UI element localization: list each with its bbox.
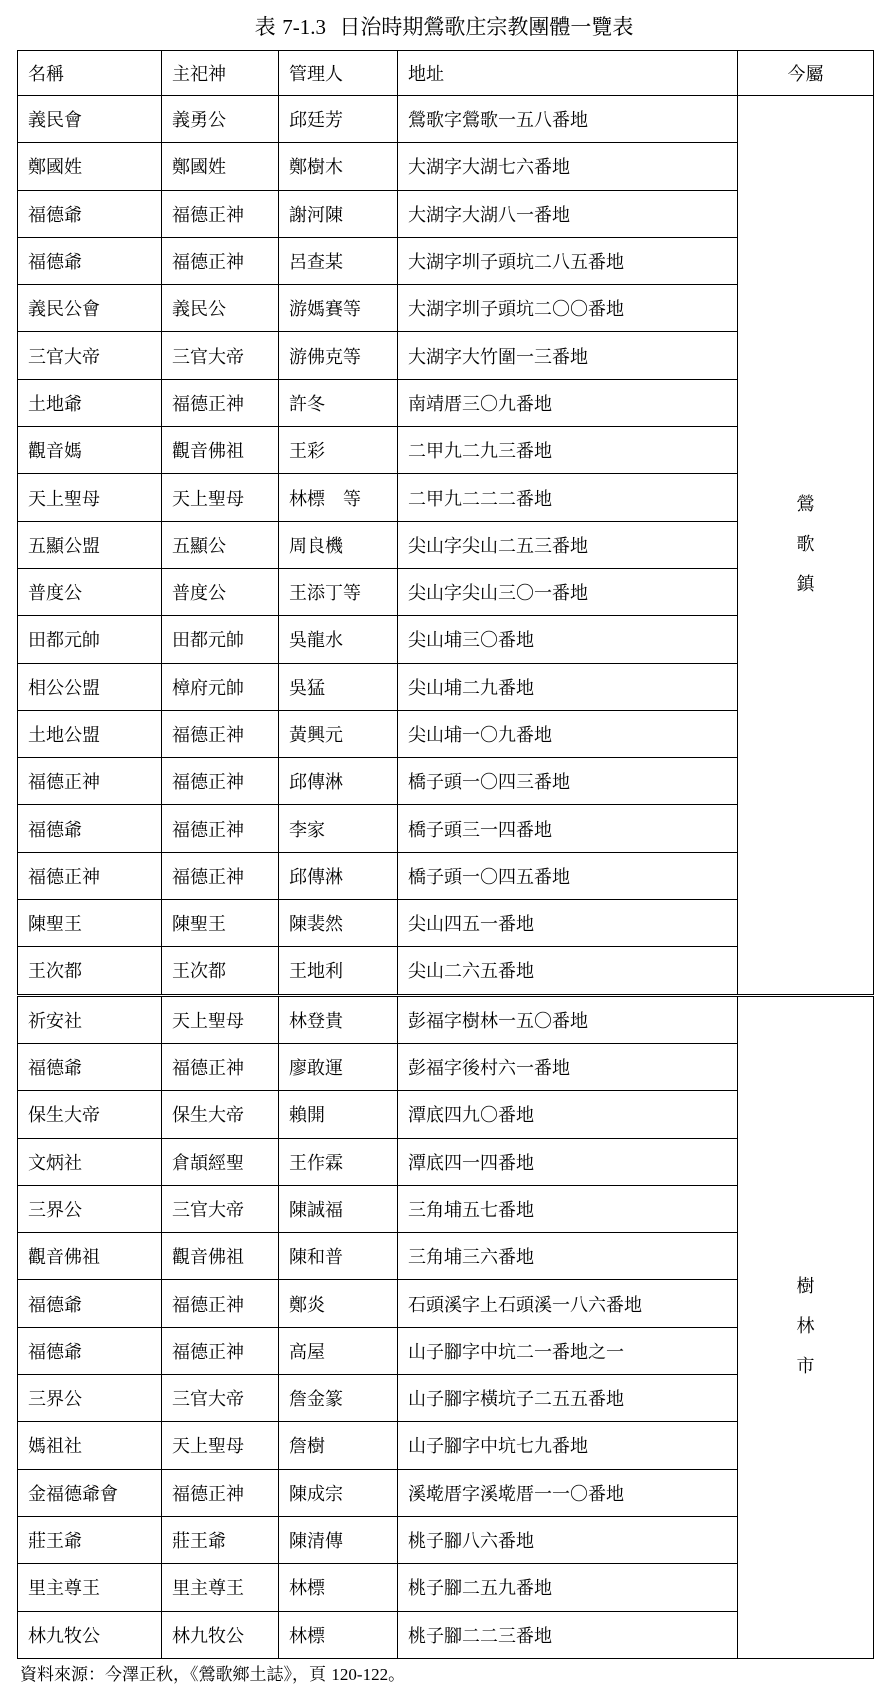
cell-address: 桃子腳八六番地 [398,1516,738,1563]
cell-current-jurisdiction [738,995,874,1658]
cell-deity: 陳聖王 [162,900,279,947]
source-prefix: 資料來源：今澤正秋，《鶯歌鄉土誌》，頁 [20,1665,332,1685]
cell-manager: 鄭樹木 [279,143,398,190]
cell-name: 福德爺 [18,237,162,284]
cell-name: 三官大帝 [18,332,162,379]
cell-address: 桃子腳二五九番地 [398,1564,738,1611]
cell-address: 橋子頭一〇四三番地 [398,758,738,805]
cell-address: 三角埔五七番地 [398,1185,738,1232]
cell-deity: 福德正神 [162,1280,279,1327]
cell-manager: 邱廷芳 [279,96,398,143]
cell-address: 橋子頭三一四番地 [398,805,738,852]
cell-deity: 福德正神 [162,710,279,757]
cell-manager: 李家 [279,805,398,852]
cell-manager: 邱傳淋 [279,758,398,805]
cell-deity: 天上聖母 [162,474,279,521]
cell-deity: 天上聖母 [162,995,279,1043]
cell-manager: 詹樹 [279,1422,398,1469]
cell-manager: 廖敢運 [279,1043,398,1090]
column-header-deity: 主祀神 [162,51,279,96]
cell-deity: 林九牧公 [162,1611,279,1658]
cell-address: 山子腳字中坑二一番地之一 [398,1327,738,1374]
cell-address: 大湖字大竹圍一三番地 [398,332,738,379]
title-text: 日治時期鶯歌庄宗教團體一覽表 [339,15,634,39]
source-suffix: 。 [388,1665,406,1685]
cell-deity: 福德正神 [162,1469,279,1516]
cell-manager: 陳和普 [279,1233,398,1280]
cell-deity: 福德正神 [162,852,279,899]
cell-address: 二甲九二九三番地 [398,427,738,474]
cell-deity: 福德正神 [162,190,279,237]
title-number: 7-1.3 [282,15,327,39]
cell-manager: 呂查某 [279,237,398,284]
cell-deity: 福德正神 [162,758,279,805]
cell-name: 陳聖王 [18,900,162,947]
cell-name: 義民會 [18,96,162,143]
cell-address: 彭福字後村六一番地 [398,1043,738,1090]
table-body [18,96,874,1659]
cell-name: 天上聖母 [18,474,162,521]
cell-address: 二甲九二二二番地 [398,474,738,521]
cell-manager: 陳成宗 [279,1469,398,1516]
cell-manager: 陳裴然 [279,900,398,947]
cell-deity: 義民公 [162,285,279,332]
source-note [20,1660,405,1685]
cell-address: 尖山字尖山三〇一番地 [398,568,738,615]
cell-address: 桃子腳二二三番地 [398,1611,738,1658]
source-pages: 120-122 [331,1665,389,1684]
cell-address: 山子腳字中坑七九番地 [398,1422,738,1469]
cell-name: 觀音佛祖 [18,1233,162,1280]
cell-deity: 天上聖母 [162,1422,279,1469]
cell-name: 福德正神 [18,852,162,899]
cell-manager: 高屋 [279,1327,398,1374]
cell-name: 林九牧公 [18,1611,162,1658]
cell-name: 福德正神 [18,758,162,805]
cell-address: 鶯歌字鶯歌一五八番地 [398,96,738,143]
cell-deity: 普度公 [162,568,279,615]
cell-address: 潭底四九〇番地 [398,1091,738,1138]
cell-name: 三界公 [18,1375,162,1422]
cell-address: 石頭溪字上石頭溪一八六番地 [398,1280,738,1327]
column-header-current-jurisdiction: 今屬 [738,51,874,96]
cell-deity: 三官大帝 [162,1185,279,1232]
cell-deity: 義勇公 [162,96,279,143]
jurisdiction-char: 林 [796,1316,815,1338]
cell-address: 潭底四一四番地 [398,1138,738,1185]
cell-deity: 王次都 [162,947,279,995]
cell-manager: 許冬 [279,379,398,426]
cell-deity: 里主尊王 [162,1564,279,1611]
cell-name: 義民公會 [18,285,162,332]
column-header-address: 地址 [398,51,738,96]
cell-address: 尖山二六五番地 [398,947,738,995]
cell-name: 福德爺 [18,190,162,237]
cell-deity: 觀音佛祖 [162,1233,279,1280]
cell-manager: 邱傳淋 [279,852,398,899]
cell-name: 田都元帥 [18,616,162,663]
cell-deity: 福德正神 [162,1327,279,1374]
cell-address: 山子腳字橫坑子二五五番地 [398,1375,738,1422]
cell-name: 金福德爺會 [18,1469,162,1516]
cell-manager: 游佛克等 [279,332,398,379]
cell-manager: 王作霖 [279,1138,398,1185]
cell-name: 里主尊王 [18,1564,162,1611]
cell-manager: 王地利 [279,947,398,995]
cell-name: 媽祖社 [18,1422,162,1469]
cell-address: 橋子頭一〇四五番地 [398,852,738,899]
column-header-manager: 管理人 [279,51,398,96]
cell-address: 南靖厝三〇九番地 [398,379,738,426]
cell-deity: 田都元帥 [162,616,279,663]
cell-address: 尖山埔一〇九番地 [398,710,738,757]
header-row [18,51,874,96]
cell-deity: 樟府元帥 [162,663,279,710]
title-prefix: 表 [254,15,283,39]
cell-name: 保生大帝 [18,1091,162,1138]
cell-deity: 倉頡經聖 [162,1138,279,1185]
cell-manager: 林標 [279,1611,398,1658]
cell-deity: 福德正神 [162,805,279,852]
cell-name: 莊王爺 [18,1516,162,1563]
cell-manager: 林標 等 [279,474,398,521]
cell-manager: 王添丁等 [279,568,398,615]
cell-name: 普度公 [18,568,162,615]
jurisdiction-char: 鶯 [796,493,815,515]
cell-deity: 鄭國姓 [162,143,279,190]
cell-current-jurisdiction [738,96,874,996]
cell-deity: 三官大帝 [162,332,279,379]
cell-name: 五顯公盟 [18,521,162,568]
cell-address: 溪墘厝字溪墘厝一一〇番地 [398,1469,738,1516]
cell-address: 尖山埔三〇番地 [398,616,738,663]
cell-deity: 福德正神 [162,1043,279,1090]
cell-deity: 五顯公 [162,521,279,568]
cell-manager: 林登貴 [279,995,398,1043]
jurisdiction-char: 樹 [796,1276,815,1298]
cell-address: 彭福字樹林一五〇番地 [398,995,738,1043]
cell-address: 大湖字圳子頭坑二〇〇番地 [398,285,738,332]
cell-deity: 三官大帝 [162,1375,279,1422]
table-row [18,995,874,1043]
cell-manager: 吳龍水 [279,616,398,663]
cell-address: 大湖字大湖八一番地 [398,190,738,237]
cell-manager: 王彩 [279,427,398,474]
table-row [18,96,874,143]
cell-manager: 黃興元 [279,710,398,757]
table-title [0,11,888,41]
cell-name: 福德爺 [18,1043,162,1090]
cell-address: 尖山四五一番地 [398,900,738,947]
cell-manager: 林標 [279,1564,398,1611]
cell-manager: 游媽賽等 [279,285,398,332]
cell-manager: 周良機 [279,521,398,568]
cell-name: 祈安社 [18,995,162,1043]
cell-address: 尖山埔二九番地 [398,663,738,710]
cell-name: 福德爺 [18,1327,162,1374]
cell-manager: 陳清傳 [279,1516,398,1563]
cell-name: 三界公 [18,1185,162,1232]
cell-deity: 觀音佛祖 [162,427,279,474]
cell-address: 尖山字尖山二五三番地 [398,521,738,568]
cell-manager: 謝河陳 [279,190,398,237]
cell-name: 福德爺 [18,805,162,852]
religious-groups-table [17,50,874,1659]
cell-name: 觀音媽 [18,427,162,474]
cell-deity: 莊王爺 [162,1516,279,1563]
cell-deity: 保生大帝 [162,1091,279,1138]
cell-name: 土地公盟 [18,710,162,757]
cell-deity: 福德正神 [162,379,279,426]
cell-address: 三角埔三六番地 [398,1233,738,1280]
cell-manager: 吳猛 [279,663,398,710]
cell-manager: 詹金篆 [279,1375,398,1422]
cell-name: 相公公盟 [18,663,162,710]
cell-manager: 陳誠福 [279,1185,398,1232]
cell-manager: 賴開 [279,1091,398,1138]
cell-manager: 鄭炎 [279,1280,398,1327]
jurisdiction-char: 市 [796,1356,815,1378]
cell-address: 大湖字大湖七六番地 [398,143,738,190]
column-header-name: 名稱 [18,51,162,96]
cell-name: 王次都 [18,947,162,995]
jurisdiction-char: 歌 [796,533,815,555]
cell-name: 文炳社 [18,1138,162,1185]
jurisdiction-char: 鎮 [796,573,815,595]
cell-address: 大湖字圳子頭坑二八五番地 [398,237,738,284]
cell-deity: 福德正神 [162,237,279,284]
cell-name: 鄭國姓 [18,143,162,190]
cell-name: 土地爺 [18,379,162,426]
cell-name: 福德爺 [18,1280,162,1327]
